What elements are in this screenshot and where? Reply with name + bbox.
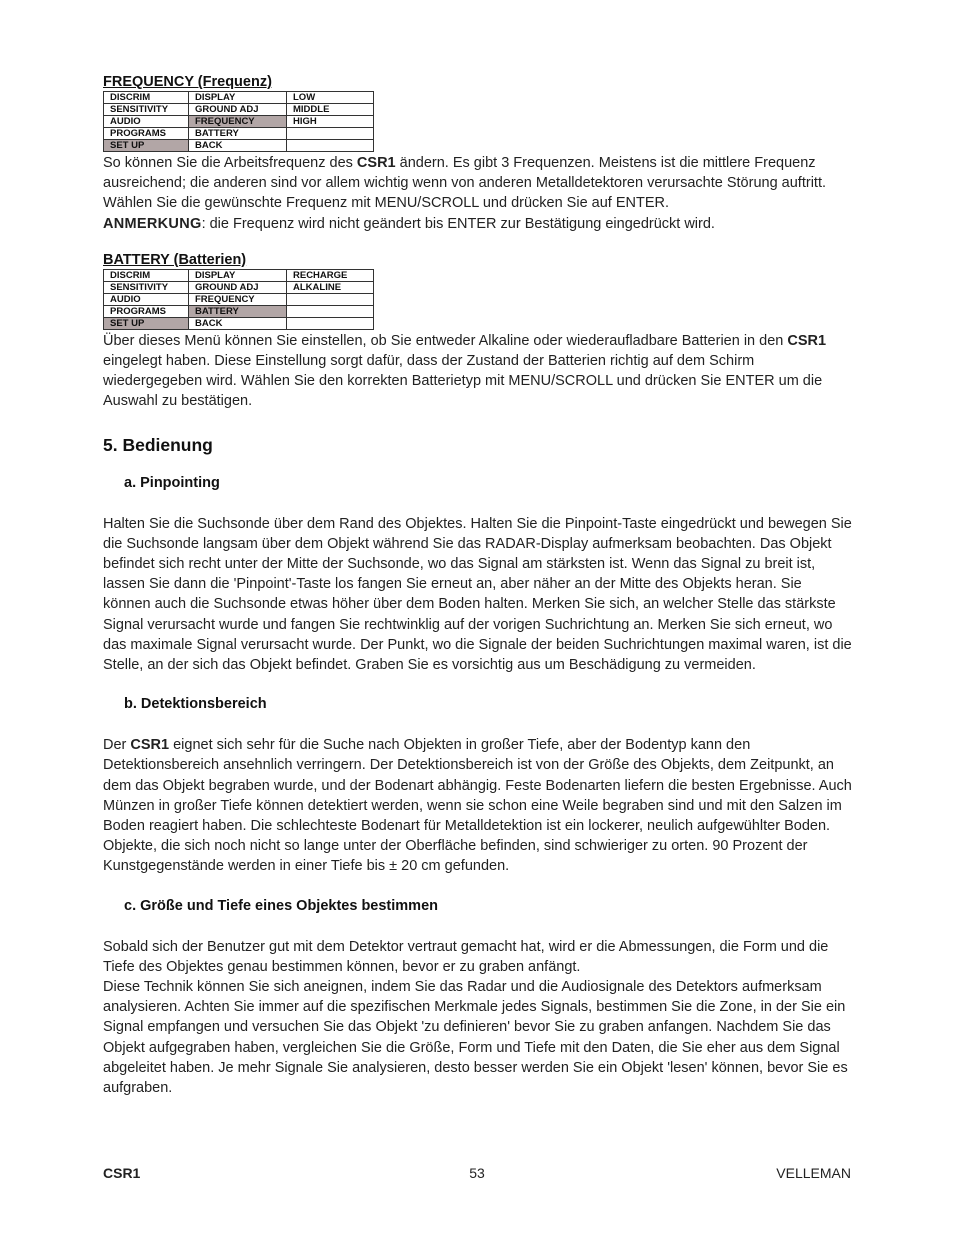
menu-cell xyxy=(287,140,374,152)
menu-cell: GROUND ADJ xyxy=(189,281,287,293)
table-row xyxy=(104,92,374,104)
product-name: CSR1 xyxy=(130,737,170,754)
product-name: CSR1 xyxy=(356,155,396,171)
text-span: Über dieses Menü können Sie einstellen, ob Sie entweder Alkaline oder wiederaufladbare Batterien in den xyxy=(103,332,788,349)
menu-cell: GROUND ADJ xyxy=(189,104,287,116)
table-row xyxy=(104,116,374,128)
subsection-c-title: c. Größe und Tiefe eines Objektes bestimmen xyxy=(124,897,438,914)
page-footer xyxy=(103,1164,851,1182)
menu-cell: DISPLAY xyxy=(189,269,287,281)
page-content xyxy=(103,74,853,1098)
menu-cell: AUDIO xyxy=(104,293,189,305)
detection-range-paragraph xyxy=(103,735,853,876)
table-row xyxy=(104,281,374,293)
menu-cell xyxy=(287,305,374,317)
menu-cell-highlighted: SET UP xyxy=(104,140,189,152)
menu-cell: DISCRIM xyxy=(104,92,189,104)
section-heading: 5. Bedienung xyxy=(103,434,213,455)
battery-paragraph xyxy=(103,331,853,412)
note-text: : die Frequenz wird nicht geändert bis ENTER zur Bestätigung eingedrückt wird. xyxy=(201,215,715,232)
menu-cell: DISPLAY xyxy=(189,92,287,104)
frequency-note xyxy=(103,214,853,234)
product-name: CSR1 xyxy=(787,332,827,349)
page-number: 53 xyxy=(469,1165,485,1181)
footer-brand: VELLEMAN xyxy=(776,1165,851,1181)
menu-cell: HIGH xyxy=(287,116,374,128)
battery-title: BATTERY (Batterien) xyxy=(103,251,247,268)
note-label: ANMERKUNG xyxy=(103,215,202,232)
menu-cell xyxy=(287,293,374,305)
menu-cell: LOW xyxy=(287,92,374,104)
menu-cell: PROGRAMS xyxy=(104,128,189,140)
menu-cell-highlighted: FREQUENCY xyxy=(189,116,287,128)
menu-cell: ALKALINE xyxy=(287,281,374,293)
table-row xyxy=(104,104,374,116)
footer-model: CSR1 xyxy=(103,1165,141,1181)
menu-cell-highlighted: BATTERY xyxy=(189,305,287,317)
table-row xyxy=(104,269,374,281)
menu-cell: BACK xyxy=(189,140,287,152)
table-row xyxy=(104,305,374,317)
menu-cell: FREQUENCY xyxy=(189,293,287,305)
table-row xyxy=(104,293,374,305)
menu-cell xyxy=(287,128,374,140)
menu-cell: SENSITIVITY xyxy=(104,281,189,293)
size-depth-paragraph-1: Sobald sich der Benutzer gut mit dem Detektor vertraut gemacht hat, wird er die Abmessungen, die Form und die Tiefe des Objektes genau bestimmen können, bevor er zu graben anfängt. xyxy=(103,938,829,975)
frequency-title: FREQUENCY (Frequenz) xyxy=(103,74,272,90)
text-span: ändern. Es gibt 3 Frequenzen. Meistens ist die mittlere Frequenz ausreichend; die anderen sind vor allem wichtig wenn von anderen Metalldetektoren verursachte Störung auftritt. Wählen Sie die gewünschte Frequenz mit MENU/SCROLL und drücken Sie auf ENTER. xyxy=(103,155,826,212)
subsection-b-title: b. Detektionsbereich xyxy=(124,696,267,713)
table-row xyxy=(104,140,374,152)
pinpointing-paragraph: Halten Sie die Suchsonde über dem Rand des Objektes. Halten Sie die Pinpoint-Taste eingedrückt und bewegen Sie die Suchsonde langsam über dem Objekt während Sie das RADAR-Display aufmerksam beobachten. Das Objekt befindet sich recht unter der Mitte der Suchsonde, wo das Signal am stärksten ist. Wenn das Signal zu breit ist, lassen Sie dann die 'Pinpoint'-Taste los fangen Sie erneut an, aber näher an der Mitte des Objekts heran. Sie können auch die Suchsonde etwas höher über dem Boden halten. Merken Sie sich, an welcher Stelle das stärkste Signal verursacht wurde und fangen Sie rechtwinklig auf der vorigen Suchrichtung an. Merken Sie sich erneut, wo das maximale Signal verursacht wurde. Der Punkt, wo die Signale der beiden Suchrichtungen maximal waren, ist die Stelle, an der sich das Objekt befindet. Graben Sie es vorsichtig aus um Beschädigung zu vermeiden. xyxy=(103,515,852,674)
menu-cell: BATTERY xyxy=(189,128,287,140)
menu-cell-highlighted: SET UP xyxy=(104,317,189,329)
menu-cell: RECHARGE xyxy=(287,269,374,281)
battery-menu-table xyxy=(103,269,374,330)
frequency-paragraph xyxy=(103,153,853,214)
text-span: eingelegt haben. Diese Einstellung sorgt dafür, dass der Zustand der Batterien richtig auf dem Schirm wiedergegeben wird. Wählen Sie den korrekten Batterietyp mit MENU/SCROLL und drücken Sie ENTER um die Auswahl zu bestätigen. xyxy=(103,353,823,410)
size-depth-paragraph-2: Diese Technik können Sie sich aneignen, indem Sie das Radar und die Audiosignale des Detektors aufmerksam analysieren. Achten Sie immer auf die spezifischen Merkmale jedes Signals, bestimmen Sie die Zone, in der Sie ein Signal empfangen und versuchen Sie das Objekt 'zu definieren' bevor Sie zu graben anfangen. Nachdem Sie das Objekt aufgegraben haben, vergleichen Sie die Größe, Form und Tiefe mit den Daten, die Sie eher aus dem Signal abgeleitet haben. Je mehr Signale Sie analysieren, desto besser werden Sie ein Objekt 'lesen' können, bevor Sie es aufgraben. xyxy=(103,979,848,1097)
text-span: eignet sich sehr für die Suche nach Objekten in großer Tiefe, aber der Bodentyp kann den Detektionsbereich ansehnlich verringern. Der Detektionsbereich ist von der Größe des Objekts, dem Zeitpunkt, an dem das Objekt begraben wurde, und der Bodenart abhängig. Feste Bodenarten liefern die besten Ergebnisse. Auch Münzen in großer Tiefe können detektiert werden, wenn sie schon eine Weile begraben sind und mit den Salzen im Boden reagiert haben. Die schlechteste Bodenart für Metalldetektion ist ein lockerer, neulich aufgewühlter Boden. Objekte, die sich noch nicht so lange unter der Oberfläche befinden, sind schwieriger zu orten. 90 Prozent der Kunstgegenstände werden in einer Tiefe bis ± 20 cm gefunden. xyxy=(103,737,852,875)
menu-cell: AUDIO xyxy=(104,116,189,128)
text-span: Der xyxy=(103,737,131,754)
frequency-menu-table xyxy=(103,91,374,152)
menu-cell xyxy=(287,317,374,329)
menu-cell: BACK xyxy=(189,317,287,329)
menu-cell: SENSITIVITY xyxy=(104,104,189,116)
text-span: So können Sie die Arbeitsfrequenz des xyxy=(103,155,357,171)
table-row xyxy=(104,317,374,329)
menu-cell: MIDDLE xyxy=(287,104,374,116)
table-row xyxy=(104,128,374,140)
menu-cell: DISCRIM xyxy=(104,269,189,281)
subsection-a-title: a. Pinpointing xyxy=(124,474,220,491)
menu-cell: PROGRAMS xyxy=(104,305,189,317)
